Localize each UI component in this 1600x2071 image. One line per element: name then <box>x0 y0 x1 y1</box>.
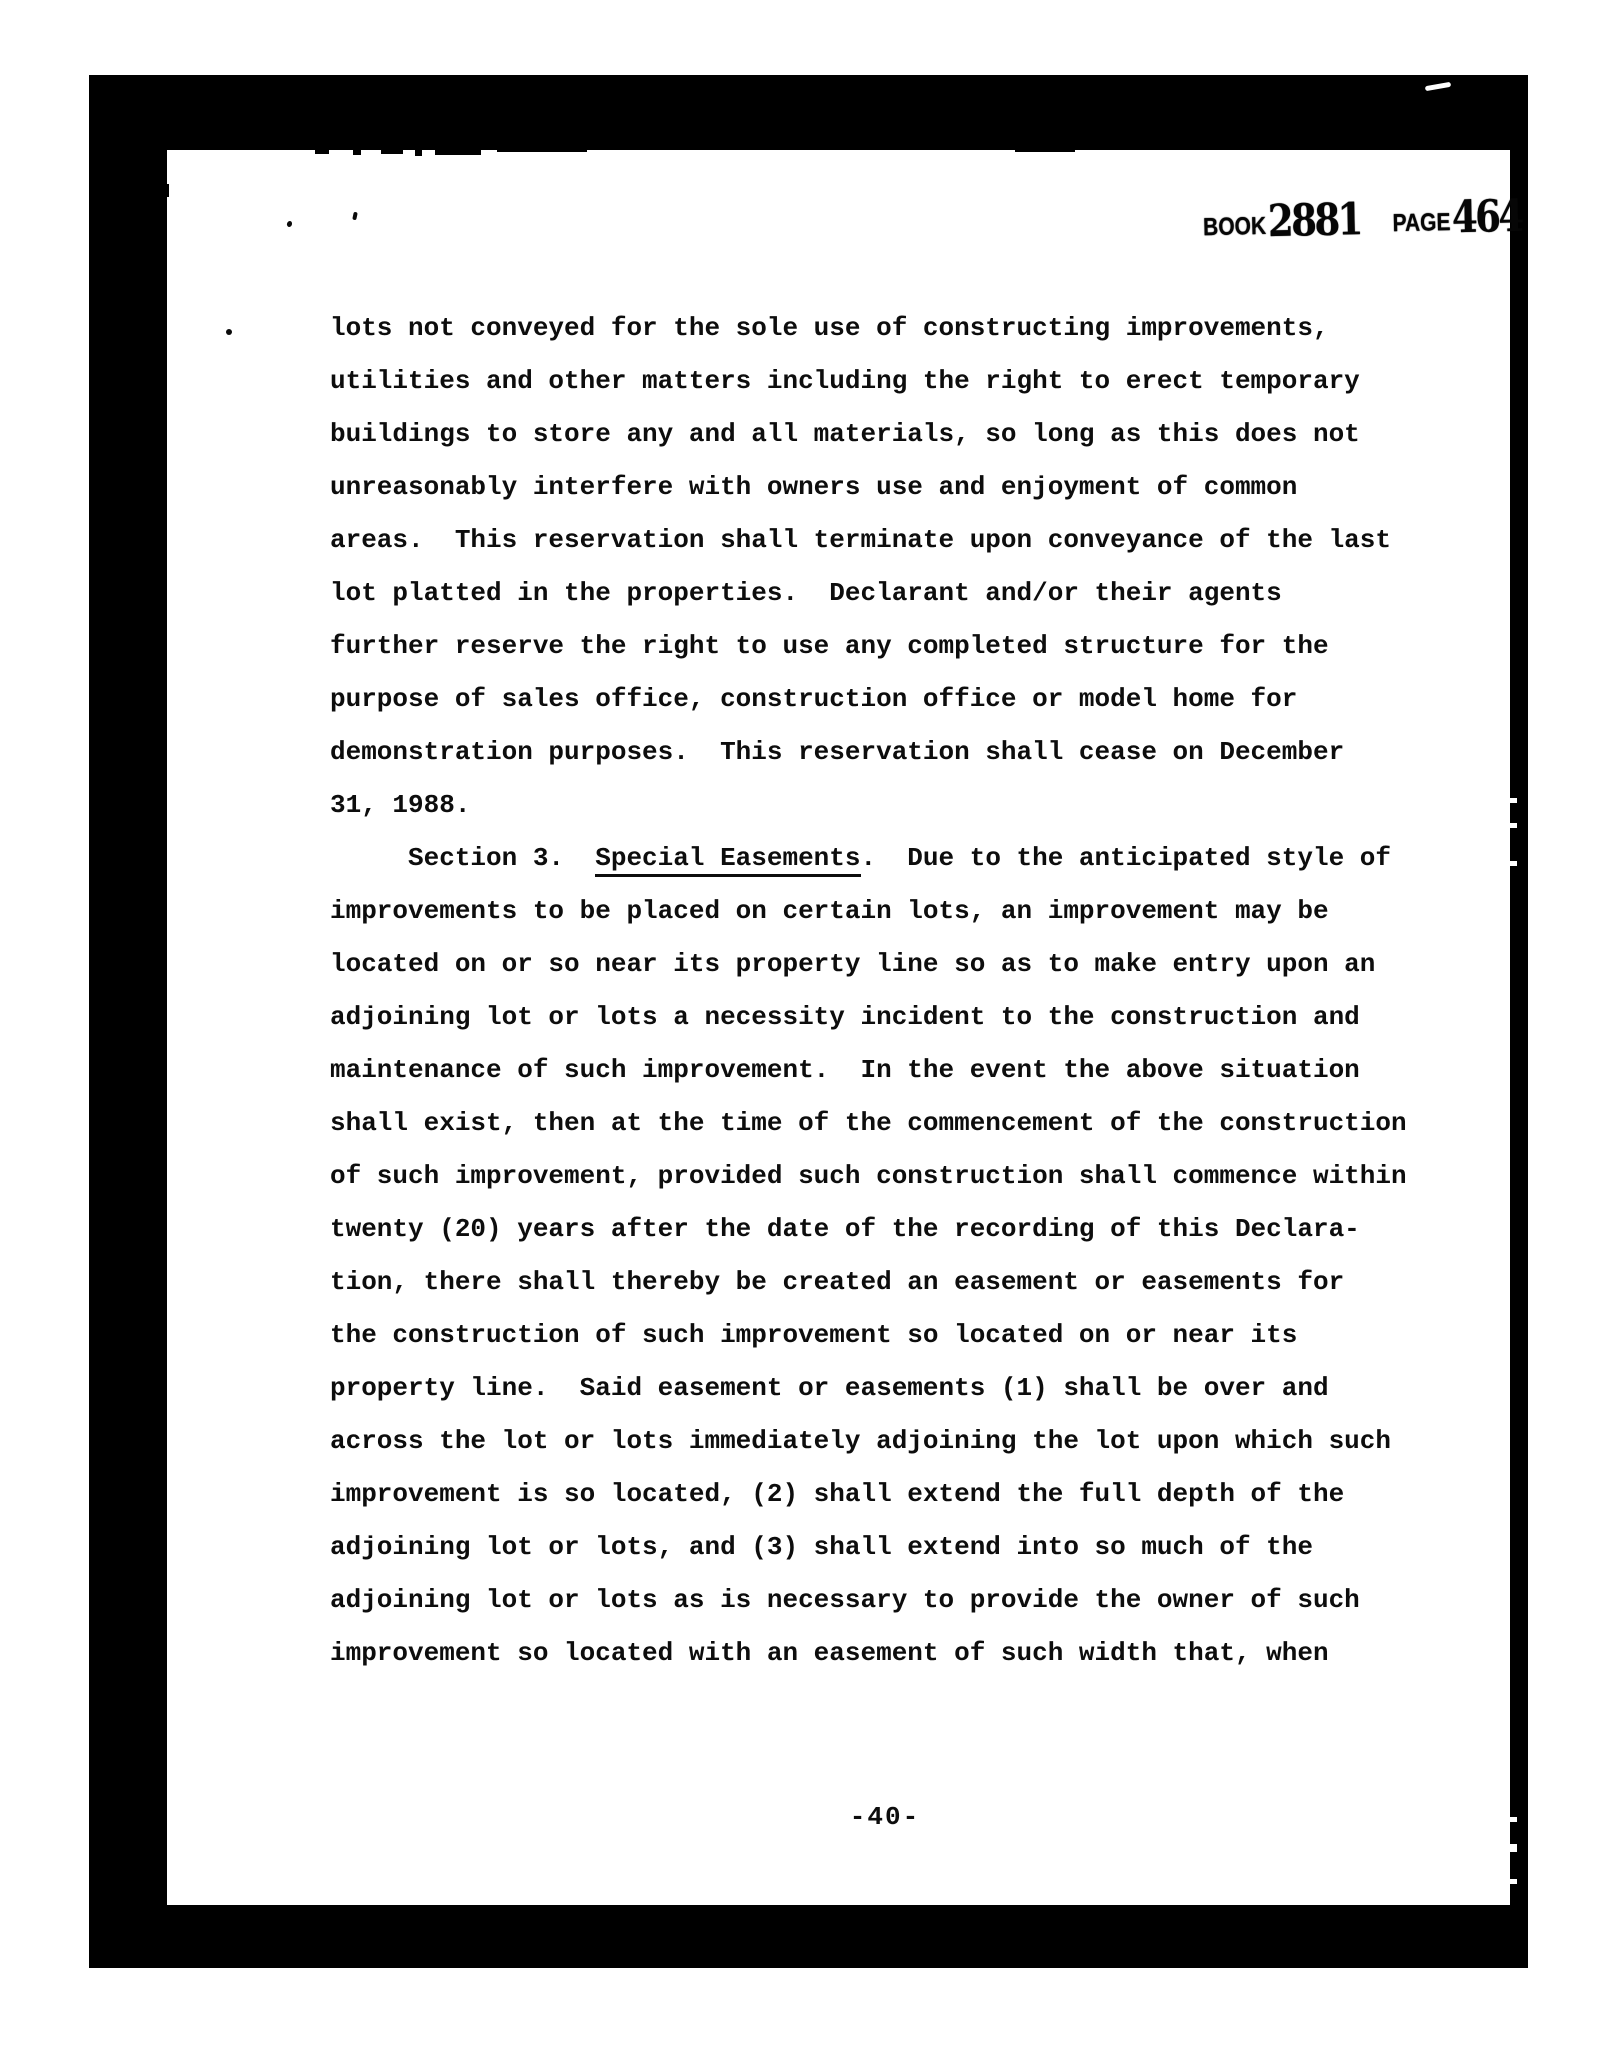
text-line: across the lot or lots immediately adjoining the lot upon which such <box>330 1426 1391 1456</box>
border-scratch-mark <box>1425 82 1451 91</box>
text-line: tion, there shall thereby be created an easement or easements for <box>330 1267 1345 1297</box>
border-notch <box>1510 823 1517 828</box>
ink-speck <box>352 212 358 221</box>
text-line: located on or so near its property line so as to make entry upon an <box>330 949 1376 979</box>
text-line: utilities and other matters including the right to erect temporary <box>330 366 1360 396</box>
edge-artifact <box>315 149 329 154</box>
page-number: -40- <box>849 1802 921 1832</box>
text-line: the construction of such improvement so located on or near its <box>330 1320 1298 1350</box>
text-line: areas. This reservation shall terminate upon conveyance of the last <box>330 525 1391 555</box>
text-line: adjoining lot or lots as is necessary to provide the owner of such <box>330 1585 1360 1615</box>
text-line: 31, 1988. <box>330 790 471 820</box>
ink-speck <box>286 220 293 227</box>
text-line: adjoining lot or lots a necessity incident to the construction and <box>330 1002 1360 1032</box>
text-line: buildings to store any and all materials, so long as this does not <box>330 419 1360 449</box>
body-text <box>330 302 1480 1680</box>
edge-artifact <box>164 184 169 197</box>
text-line: further reserve the right to use any completed structure for the <box>330 631 1329 661</box>
section-heading-line <box>330 832 1480 885</box>
section-number: Section 3. <box>330 843 596 873</box>
edge-artifact <box>381 149 403 154</box>
border-notch <box>1510 1879 1517 1884</box>
scan-border-frame <box>89 75 1528 1968</box>
stamp-book-number: 2881 <box>1267 194 1362 248</box>
text-line: lot platted in the properties. Declarant and/or their agents <box>330 578 1282 608</box>
text-line: adjoining lot or lots, and (3) shall extend into so much of the <box>330 1532 1313 1562</box>
edge-artifact <box>415 149 422 156</box>
text-line: improvements to be placed on certain lots, an improvement may be <box>330 896 1329 926</box>
book-page-stamp <box>1202 190 1536 248</box>
text-line: purpose of sales office, construction office or model home for <box>330 684 1298 714</box>
edge-artifact <box>435 149 481 155</box>
stamp-page-number: 464 <box>1451 190 1523 244</box>
border-notch <box>1510 1844 1517 1852</box>
section-title: Special Easements <box>595 843 860 877</box>
ink-speck <box>226 329 232 335</box>
text-line: unreasonably interfere with owners use and enjoyment of common <box>330 472 1298 502</box>
text-line: twenty (20) years after the date of the recording of this Declara- <box>330 1214 1360 1244</box>
edge-artifact <box>353 149 361 155</box>
section-text: . Due to the anticipated style of <box>860 843 1391 873</box>
document-page <box>167 150 1523 1905</box>
border-notch <box>1510 1817 1517 1822</box>
text-line: improvement is so located, (2) shall extend the full depth of the <box>330 1479 1345 1509</box>
stamp-page-label: PAGE <box>1392 209 1451 238</box>
border-notch <box>1510 798 1517 803</box>
text-line: shall exist, then at the time of the commencement of the construction <box>330 1108 1407 1138</box>
text-line: property line. Said easement or easements (1) shall be over and <box>330 1373 1329 1403</box>
text-line: lots not conveyed for the sole use of constructing improvements, <box>330 313 1329 343</box>
text-line: of such improvement, provided such construction shall commence within <box>330 1161 1407 1191</box>
edge-artifact <box>497 149 587 152</box>
edge-artifact <box>1015 149 1075 152</box>
border-notch <box>1510 861 1517 866</box>
text-line: improvement so located with an easement of such width that, when <box>330 1638 1329 1668</box>
text-line: maintenance of such improvement. In the event the above situation <box>330 1055 1360 1085</box>
text-line: demonstration purposes. This reservation shall cease on December <box>330 737 1345 767</box>
stamp-book-label: BOOK <box>1202 213 1267 242</box>
